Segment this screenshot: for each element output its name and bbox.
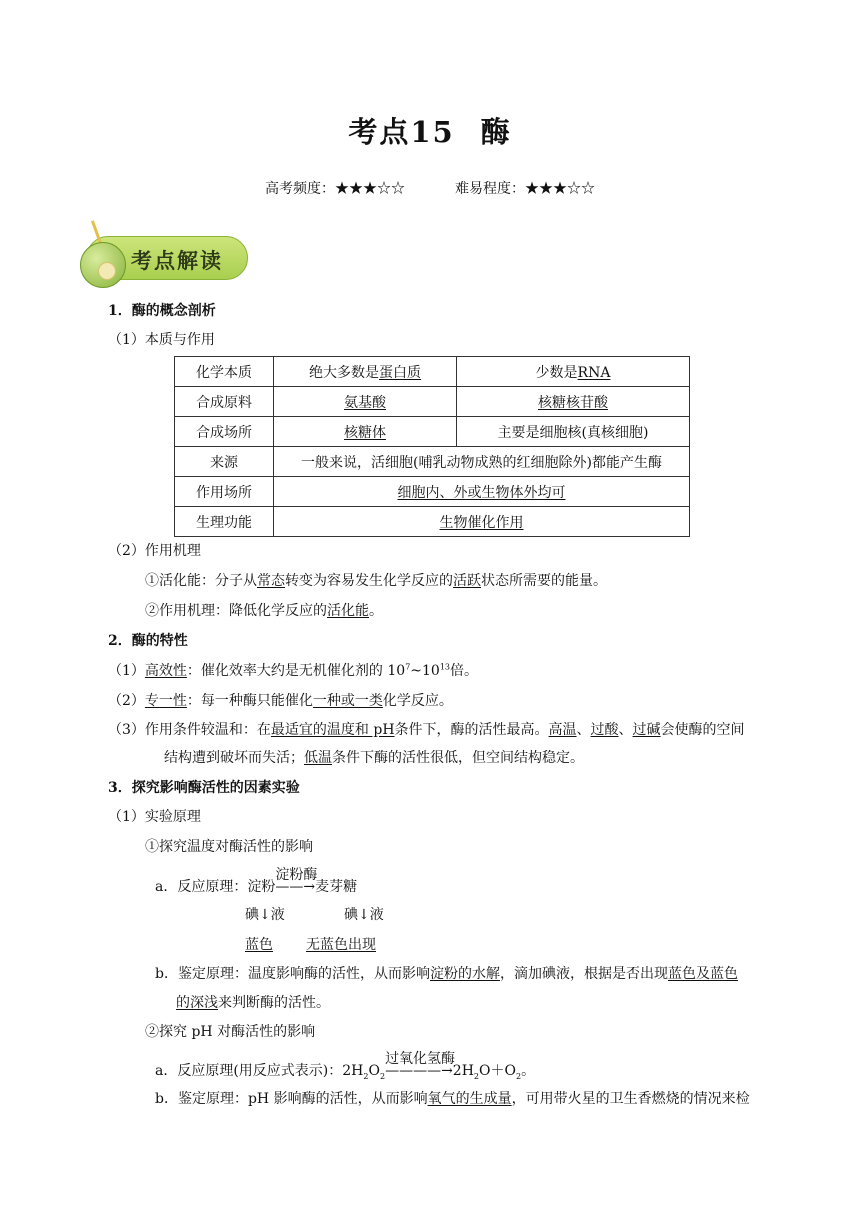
difficulty-meta <box>0 178 860 198</box>
underlined-text: 的深浅 <box>176 995 218 1011</box>
text: ，可用带火星的卫生香燃烧的情况来检 <box>511 1091 750 1107</box>
table-cell <box>274 357 457 387</box>
text: ①活化能：分子从 <box>145 573 257 589</box>
enzyme-label: 过氧化氢酶 <box>385 1051 456 1067</box>
reaction-arrow <box>275 867 318 895</box>
temperature-topic: ①探究温度对酶活性的影响 <box>145 839 313 855</box>
underlined-text: 低温 <box>304 750 332 766</box>
text: 转变为容易发生化学反应的 <box>285 573 453 589</box>
subscript: 2 <box>379 1071 386 1081</box>
text: ，滴加碘液，根据是否出现 <box>499 966 668 982</box>
mechanism-line <box>145 600 383 620</box>
table-row <box>175 387 690 417</box>
text: （1） <box>108 663 145 679</box>
specificity-line <box>108 690 453 710</box>
enzyme-properties-table <box>174 356 690 537</box>
table-row <box>175 357 690 387</box>
section-badge <box>72 212 252 288</box>
table-cell <box>274 477 690 507</box>
text: O＋O <box>479 1063 516 1079</box>
underlined-text: 活化能 <box>327 603 369 619</box>
section-3-sub-1: （1）实验原理 <box>108 809 201 825</box>
text: 。 <box>369 603 383 619</box>
superscript: 7 <box>405 662 411 672</box>
section-1-sub-1: （1）本质与作用 <box>108 332 215 348</box>
section-1-sub-2: （2）作用机理 <box>108 543 201 559</box>
cell-underlined: 核糖体 <box>344 424 386 441</box>
page-title <box>0 110 860 151</box>
underlined-text: 专一性 <box>144 693 187 709</box>
subscript: 2 <box>473 1071 480 1081</box>
text: 条件下，酶的活性最高。 <box>394 722 549 738</box>
text: a．反应原理：淀粉 <box>155 879 276 895</box>
text: 条件下酶的活性很低，但空间结构稳定。 <box>332 750 584 766</box>
efficiency-line <box>108 660 478 680</box>
difficulty-level: 难易程度：★★★☆☆ <box>455 181 595 197</box>
cell-underlined: 蛋白质 <box>379 364 421 381</box>
text: ：催化效率大约是无机催化剂的 10 <box>186 663 406 679</box>
subscript: 2 <box>515 1071 522 1081</box>
superscript: 13 <box>439 662 451 672</box>
text: 状态所需要的能量。 <box>481 573 607 589</box>
text: （2） <box>108 693 145 709</box>
cell-underlined: 细胞内、外或生物体外均可 <box>397 484 566 501</box>
table-cell <box>457 357 690 387</box>
arrow-icon: ——→ <box>275 879 316 895</box>
text: 倍。 <box>450 663 479 679</box>
underlined-text: 高温 <box>548 722 577 738</box>
table-cell: 合成场所 <box>175 417 274 447</box>
underlined-text: 过酸 <box>590 722 619 738</box>
reaction-arrow <box>385 1051 456 1079</box>
text: 、 <box>576 722 591 738</box>
text: 会使酶的空间 <box>660 722 745 738</box>
table-cell: 化学本质 <box>175 357 274 387</box>
ph-topic: ②探究 pH 对酶活性的影响 <box>145 1024 316 1040</box>
text: ：每一种酶只能催化 <box>186 693 313 709</box>
underlined-text: 高效性 <box>144 663 187 679</box>
table-cell: 生理功能 <box>175 507 274 537</box>
text: 化学反应。 <box>382 693 453 709</box>
text: ~10 <box>410 663 440 679</box>
cell-text: 少数是 <box>535 364 578 381</box>
arrow-icon: ————→ <box>385 1063 453 1079</box>
mild-conditions-line-2 <box>164 747 584 767</box>
iodine-label-1: 碘↓液 <box>245 907 285 923</box>
table-cell: 来源 <box>175 447 274 477</box>
cell-text: 绝大多数是 <box>309 364 379 381</box>
section-1-heading: 1．酶的概念剖析 <box>108 303 216 319</box>
text: ②作用机理：降低化学反应的 <box>145 603 327 619</box>
title-prefix: 考点15 <box>348 115 455 149</box>
starch-reaction-line <box>155 867 358 896</box>
table-cell <box>274 507 690 537</box>
mild-conditions-line-1 <box>108 719 745 739</box>
underlined-text: 常态 <box>257 573 285 589</box>
badge-label: 考点解读 <box>131 248 223 273</box>
text: 、 <box>618 722 633 738</box>
underlined-text: 活跃 <box>453 573 481 589</box>
table-row <box>175 507 690 537</box>
title-name: 酶 <box>480 115 512 149</box>
activation-energy-line <box>145 570 607 590</box>
text: b．鉴定原理：温度影响酶的活性，从而影响 <box>155 966 430 982</box>
table-cell <box>457 387 690 417</box>
peroxide-reaction-line <box>155 1051 536 1081</box>
underlined-text: 淀粉的水解 <box>429 966 500 982</box>
subscript: 2 <box>363 1071 369 1081</box>
table-cell: 作用场所 <box>175 477 274 507</box>
text: 2H <box>452 1063 474 1079</box>
section-2-heading: 2．酶的特性 <box>108 633 188 649</box>
text: （3）作用条件较温和：在 <box>108 722 271 738</box>
underlined-text: 一种或一类 <box>312 693 383 709</box>
temperature-identification-line-2 <box>176 992 330 1012</box>
underlined-text: 过碱 <box>632 722 661 738</box>
underlined-text: 蓝色及蓝色 <box>667 966 738 982</box>
ph-identification-line <box>155 1088 750 1108</box>
text: 麦芽糖 <box>315 879 358 895</box>
result-blue: 蓝色 <box>245 937 273 953</box>
table-cell: 主要是细胞核(真核细胞) <box>457 417 690 447</box>
cell-underlined: 氨基酸 <box>344 394 386 411</box>
iodine-label-2: 碘↓液 <box>344 907 384 923</box>
exam-frequency: 高考频度：★★★☆☆ <box>265 181 405 197</box>
table-cell <box>274 387 457 417</box>
text: 来判断酶的活性。 <box>218 995 330 1011</box>
text: a．反应原理(用反应式表示)：2H <box>155 1063 364 1079</box>
enzyme-label: 淀粉酶 <box>275 867 318 883</box>
text: 结构遭到破坏而失活； <box>164 750 304 766</box>
text: 。 <box>521 1063 536 1079</box>
underlined-text: 最适宜的温度和 pH <box>270 722 395 738</box>
temperature-identification-line-1 <box>155 963 738 983</box>
result-no-blue: 无蓝色出现 <box>306 937 376 953</box>
table-row <box>175 447 690 477</box>
text: O <box>368 1063 380 1079</box>
table-cell: 合成原料 <box>175 387 274 417</box>
underlined-text: 氧气的生成量 <box>427 1091 512 1107</box>
flower-icon <box>98 262 116 280</box>
cell-underlined: RNA <box>577 364 611 381</box>
table-row <box>175 477 690 507</box>
table-cell: 一般来说，活细胞(哺乳动物成熟的红细胞除外)都能产生酶 <box>274 447 690 477</box>
table-cell <box>274 417 457 447</box>
text: b．鉴定原理：pH 影响酶的活性，从而影响 <box>155 1091 428 1107</box>
table-row <box>175 417 690 447</box>
section-3-heading: 3．探究影响酶活性的因素实验 <box>108 780 300 796</box>
cell-underlined: 生物催化作用 <box>439 514 524 531</box>
cell-underlined: 核糖核苷酸 <box>538 394 608 411</box>
